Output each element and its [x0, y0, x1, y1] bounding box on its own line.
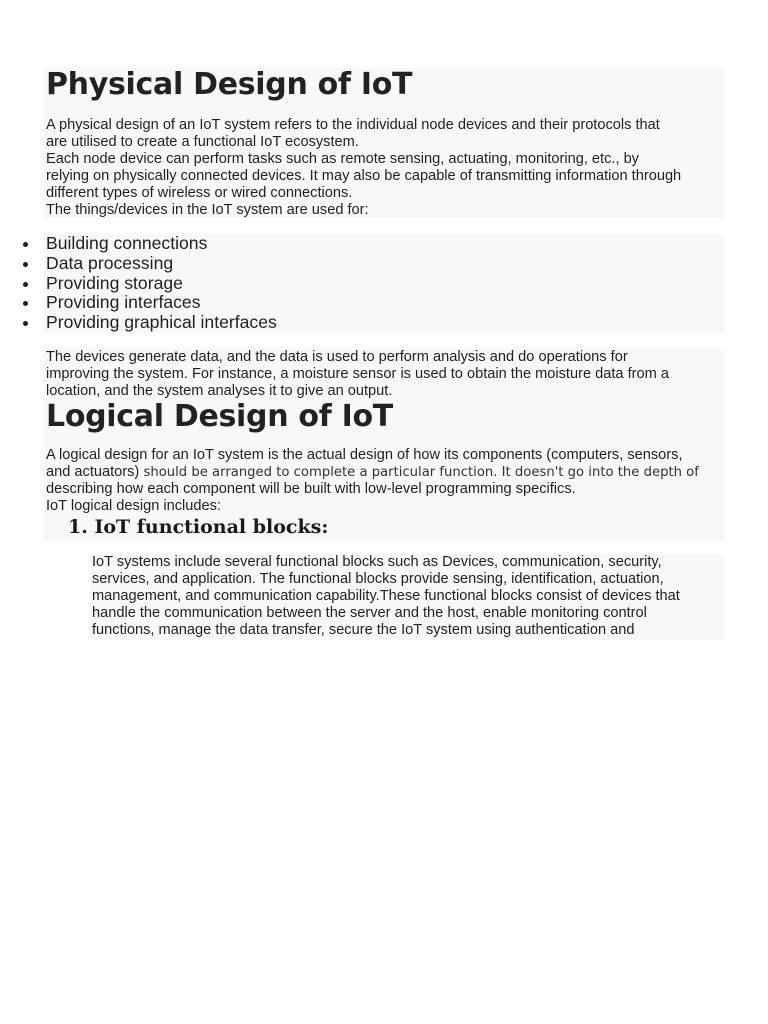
functional-blocks-block	[90, 554, 724, 640]
functional-blocks-line: IoT systems include several functional blocks such as Devices, communication, security,	[92, 554, 662, 570]
device-uses-list-block	[44, 234, 724, 333]
logical-design-section	[44, 349, 724, 541]
functional-blocks-line: management, and communication capability.These functional blocks consist of devices that	[92, 588, 680, 604]
logical-intro-line: and actuators)	[46, 464, 140, 480]
bullet-icon	[23, 282, 28, 287]
logical-intro-line: describing how each component will be built with low-level programming specifics.	[46, 481, 576, 497]
physical-intro-line: relying on physically connected devices. It may also be capable of transmitting information through	[46, 168, 682, 184]
bullet-icon	[23, 301, 28, 306]
logical-intro-paragraph	[44, 447, 724, 515]
physical-outro-line: The devices generate data, and the data is used to perform analysis and do operations for	[46, 349, 628, 365]
functional-blocks-line: handle the communication between the server and the host, enable monitoring control	[92, 605, 647, 621]
physical-outro-line: location, and the system analyses it to give an output.	[46, 383, 393, 399]
physical-design-title: Physical Design of IoT	[46, 67, 413, 102]
functional-blocks-heading: 1. IoT functional blocks:	[68, 516, 329, 538]
logical-intro-line: IoT logical design includes:	[46, 498, 221, 514]
physical-intro-line: are utilised to create a functional IoT ecosystem.	[46, 134, 359, 150]
physical-outro-paragraph	[44, 349, 724, 400]
physical-intro-paragraph	[44, 117, 724, 219]
functional-blocks-line: services, and application. The functional blocks provide sensing, identification, actuation,	[92, 571, 664, 587]
physical-design-section	[44, 68, 724, 218]
physical-intro-line: A physical design of an IoT system refers to the individual node devices and their protocols that	[46, 117, 660, 133]
bullet-icon	[23, 242, 28, 247]
logical-intro-line-light: should be arranged to complete a particular function. It doesn't go into the depth of	[139, 465, 699, 480]
list-item: Building connections	[46, 234, 722, 254]
bullet-icon	[23, 321, 28, 326]
list-item: Providing interfaces	[46, 293, 722, 313]
device-uses-list	[44, 234, 724, 333]
list-item: Providing graphical interfaces	[46, 313, 722, 333]
physical-intro-line: different types of wireless or wired connections.	[46, 185, 353, 201]
physical-intro-line: The things/devices in the IoT system are used for:	[46, 202, 369, 218]
list-item: Providing storage	[46, 274, 722, 294]
physical-intro-line: Each node device can perform tasks such as remote sensing, actuating, monitoring, etc., by	[46, 151, 639, 167]
physical-outro-line: improving the system. For instance, a moisture sensor is used to obtain the moisture data from a	[46, 366, 669, 382]
logical-design-title: Logical Design of IoT	[46, 399, 393, 434]
bullet-icon	[23, 262, 28, 267]
logical-intro-line: A logical design for an IoT system is the actual design of how its components (computers, sensors,	[46, 447, 683, 463]
list-item: Data processing	[46, 254, 722, 274]
functional-blocks-paragraph	[90, 554, 724, 639]
functional-blocks-line: functions, manage the data transfer, secure the IoT system using authentication and	[92, 622, 635, 638]
